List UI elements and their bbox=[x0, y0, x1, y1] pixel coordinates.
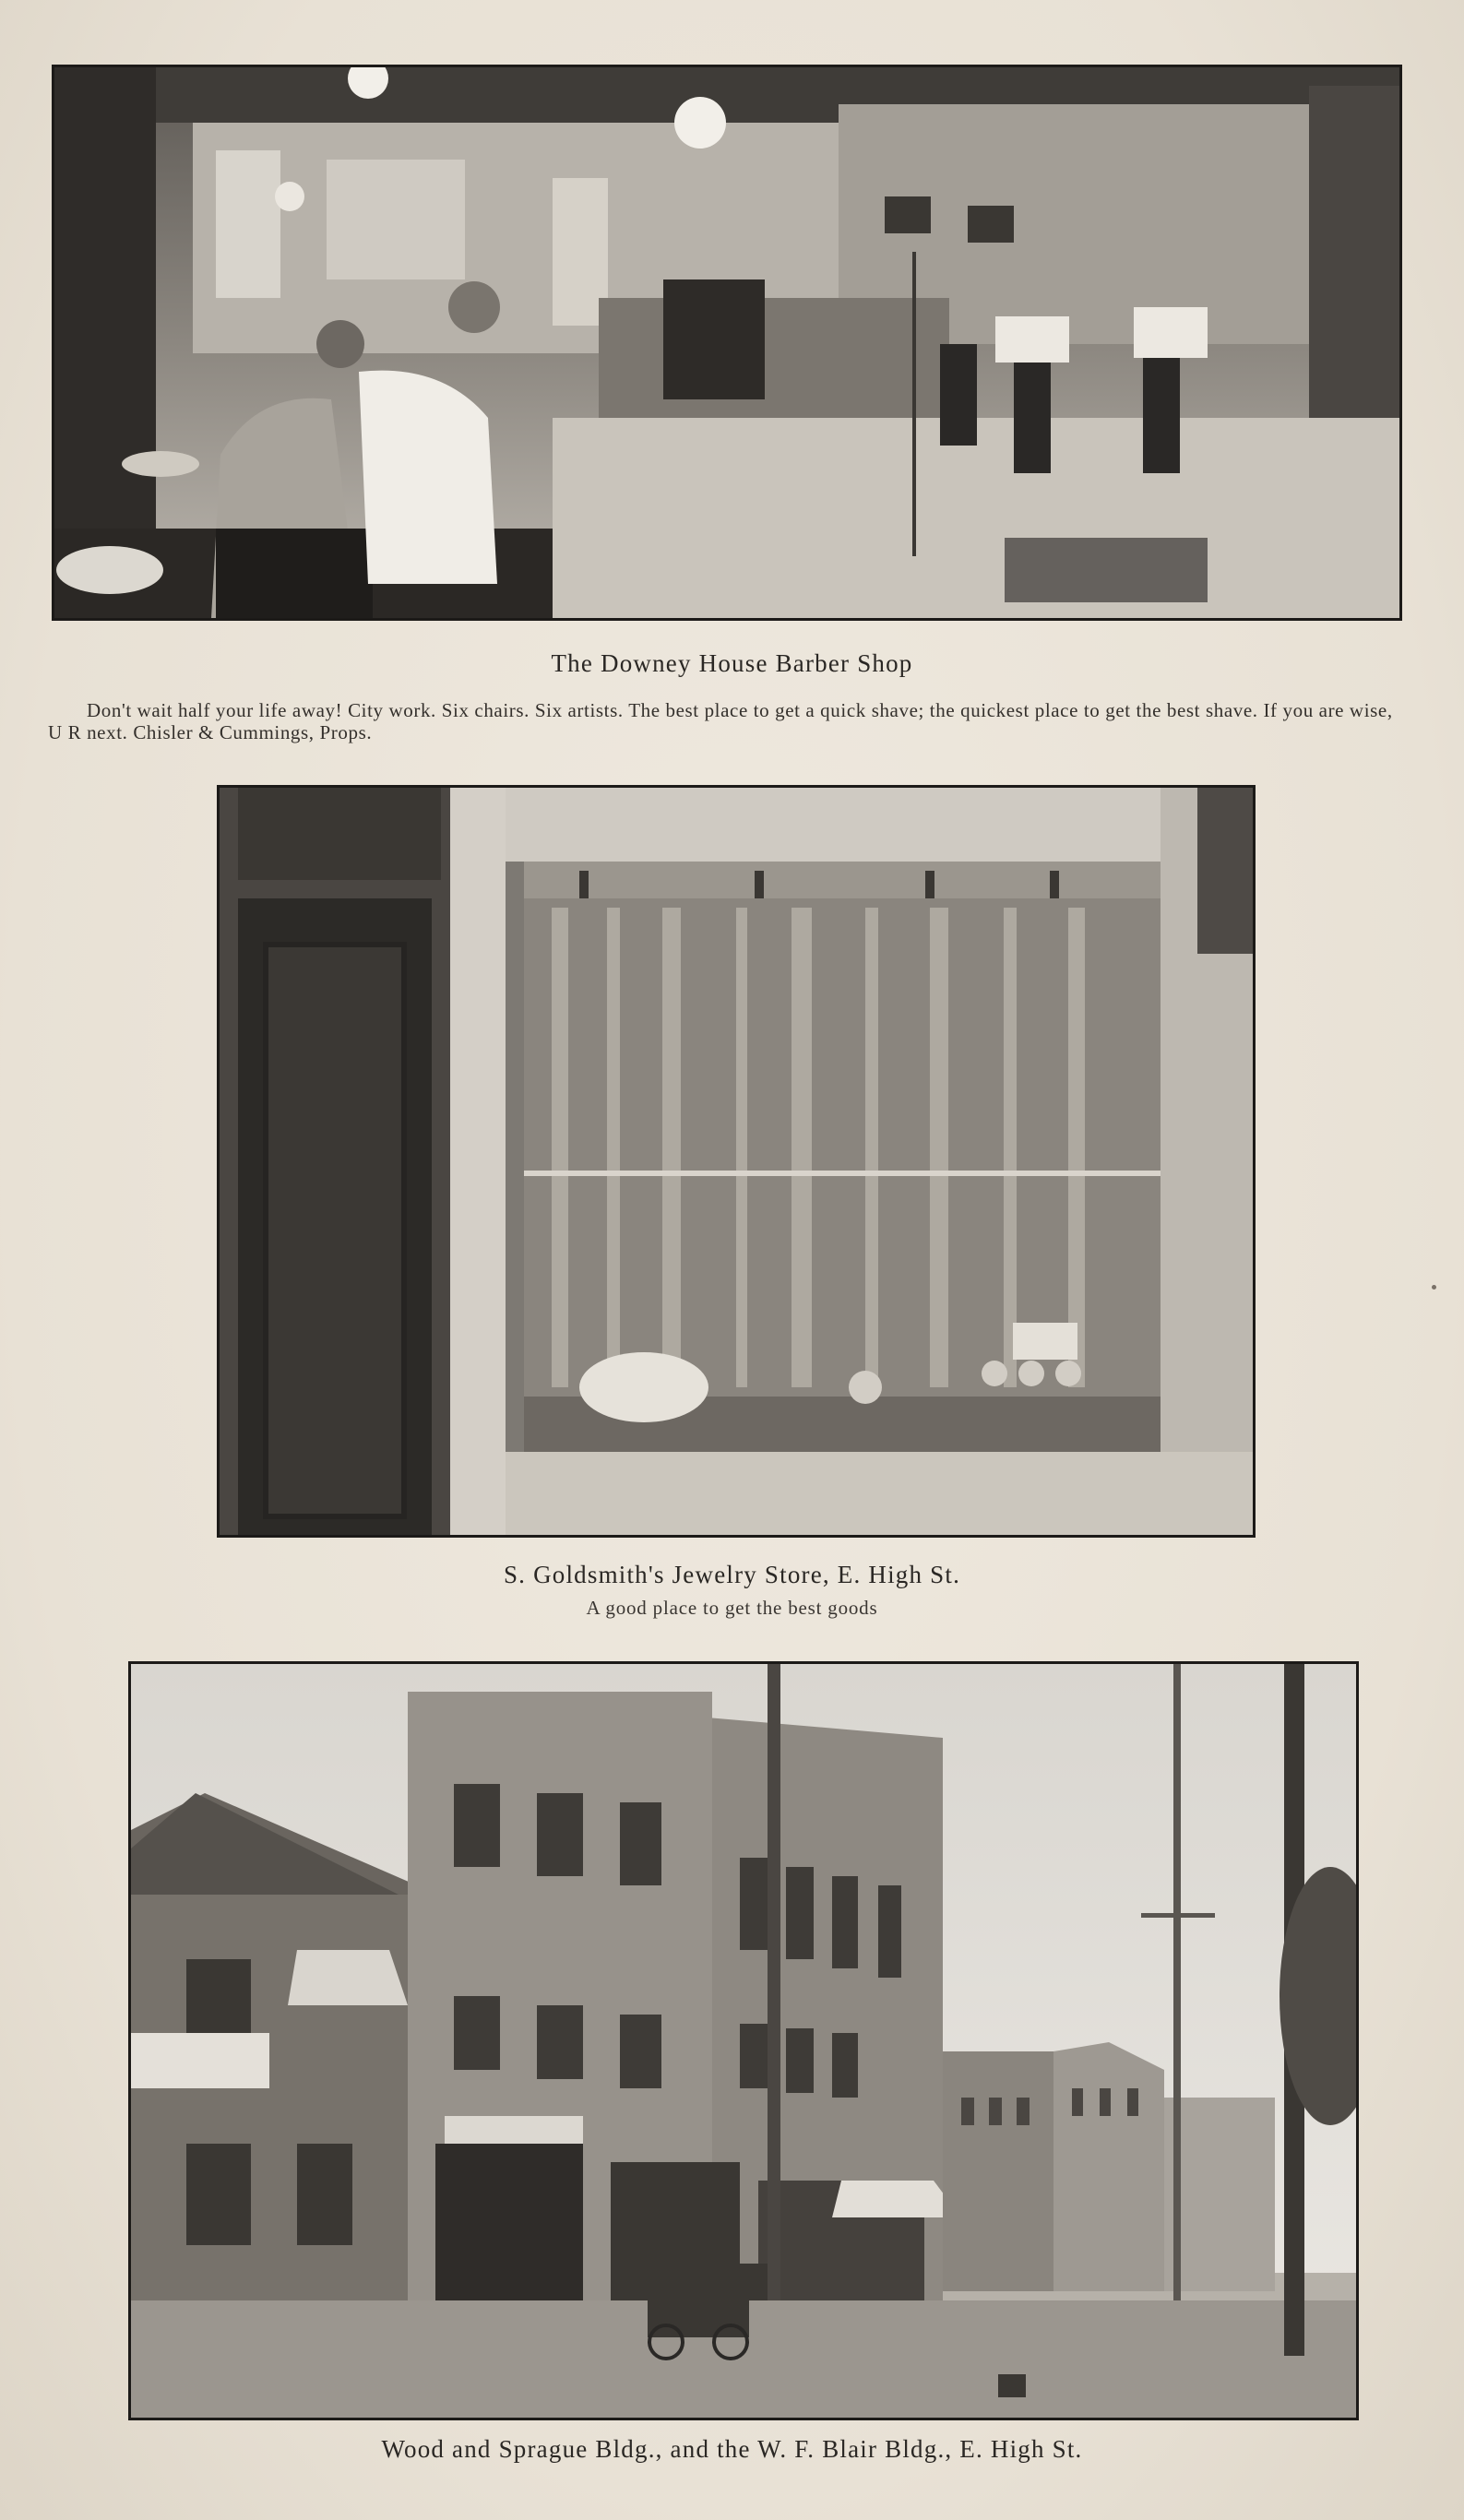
street-buildings-photo bbox=[128, 1661, 1359, 2420]
jewelry-store-caption: S. Goldsmith's Jewelry Store, E. High St. bbox=[503, 1561, 961, 1588]
barber-shop-caption: The Downey House Barber Shop bbox=[551, 649, 913, 677]
street-buildings-caption: Wood and Sprague Bldg., and the W. F. Blair Bldg., E. High St. bbox=[381, 2435, 1083, 2463]
barber-shop-text: Don't wait half your life away! City work. Six chairs. Six artists. The best place to get a quick shave; the quickest place to get the best shave. If you are wise, U R next. Chisler & Cummings, Props. bbox=[48, 699, 1393, 743]
barber-shop-illustration bbox=[54, 67, 1399, 618]
barber-shop-photo bbox=[52, 65, 1402, 621]
street-buildings-illustration bbox=[131, 1664, 1356, 2418]
jewelry-store-illustration bbox=[220, 788, 1253, 1535]
jewelry-store-subcaption: A good place to get the best goods bbox=[586, 1597, 878, 1619]
jewelry-store-photo bbox=[217, 785, 1256, 1538]
page-speck bbox=[1432, 1285, 1436, 1290]
